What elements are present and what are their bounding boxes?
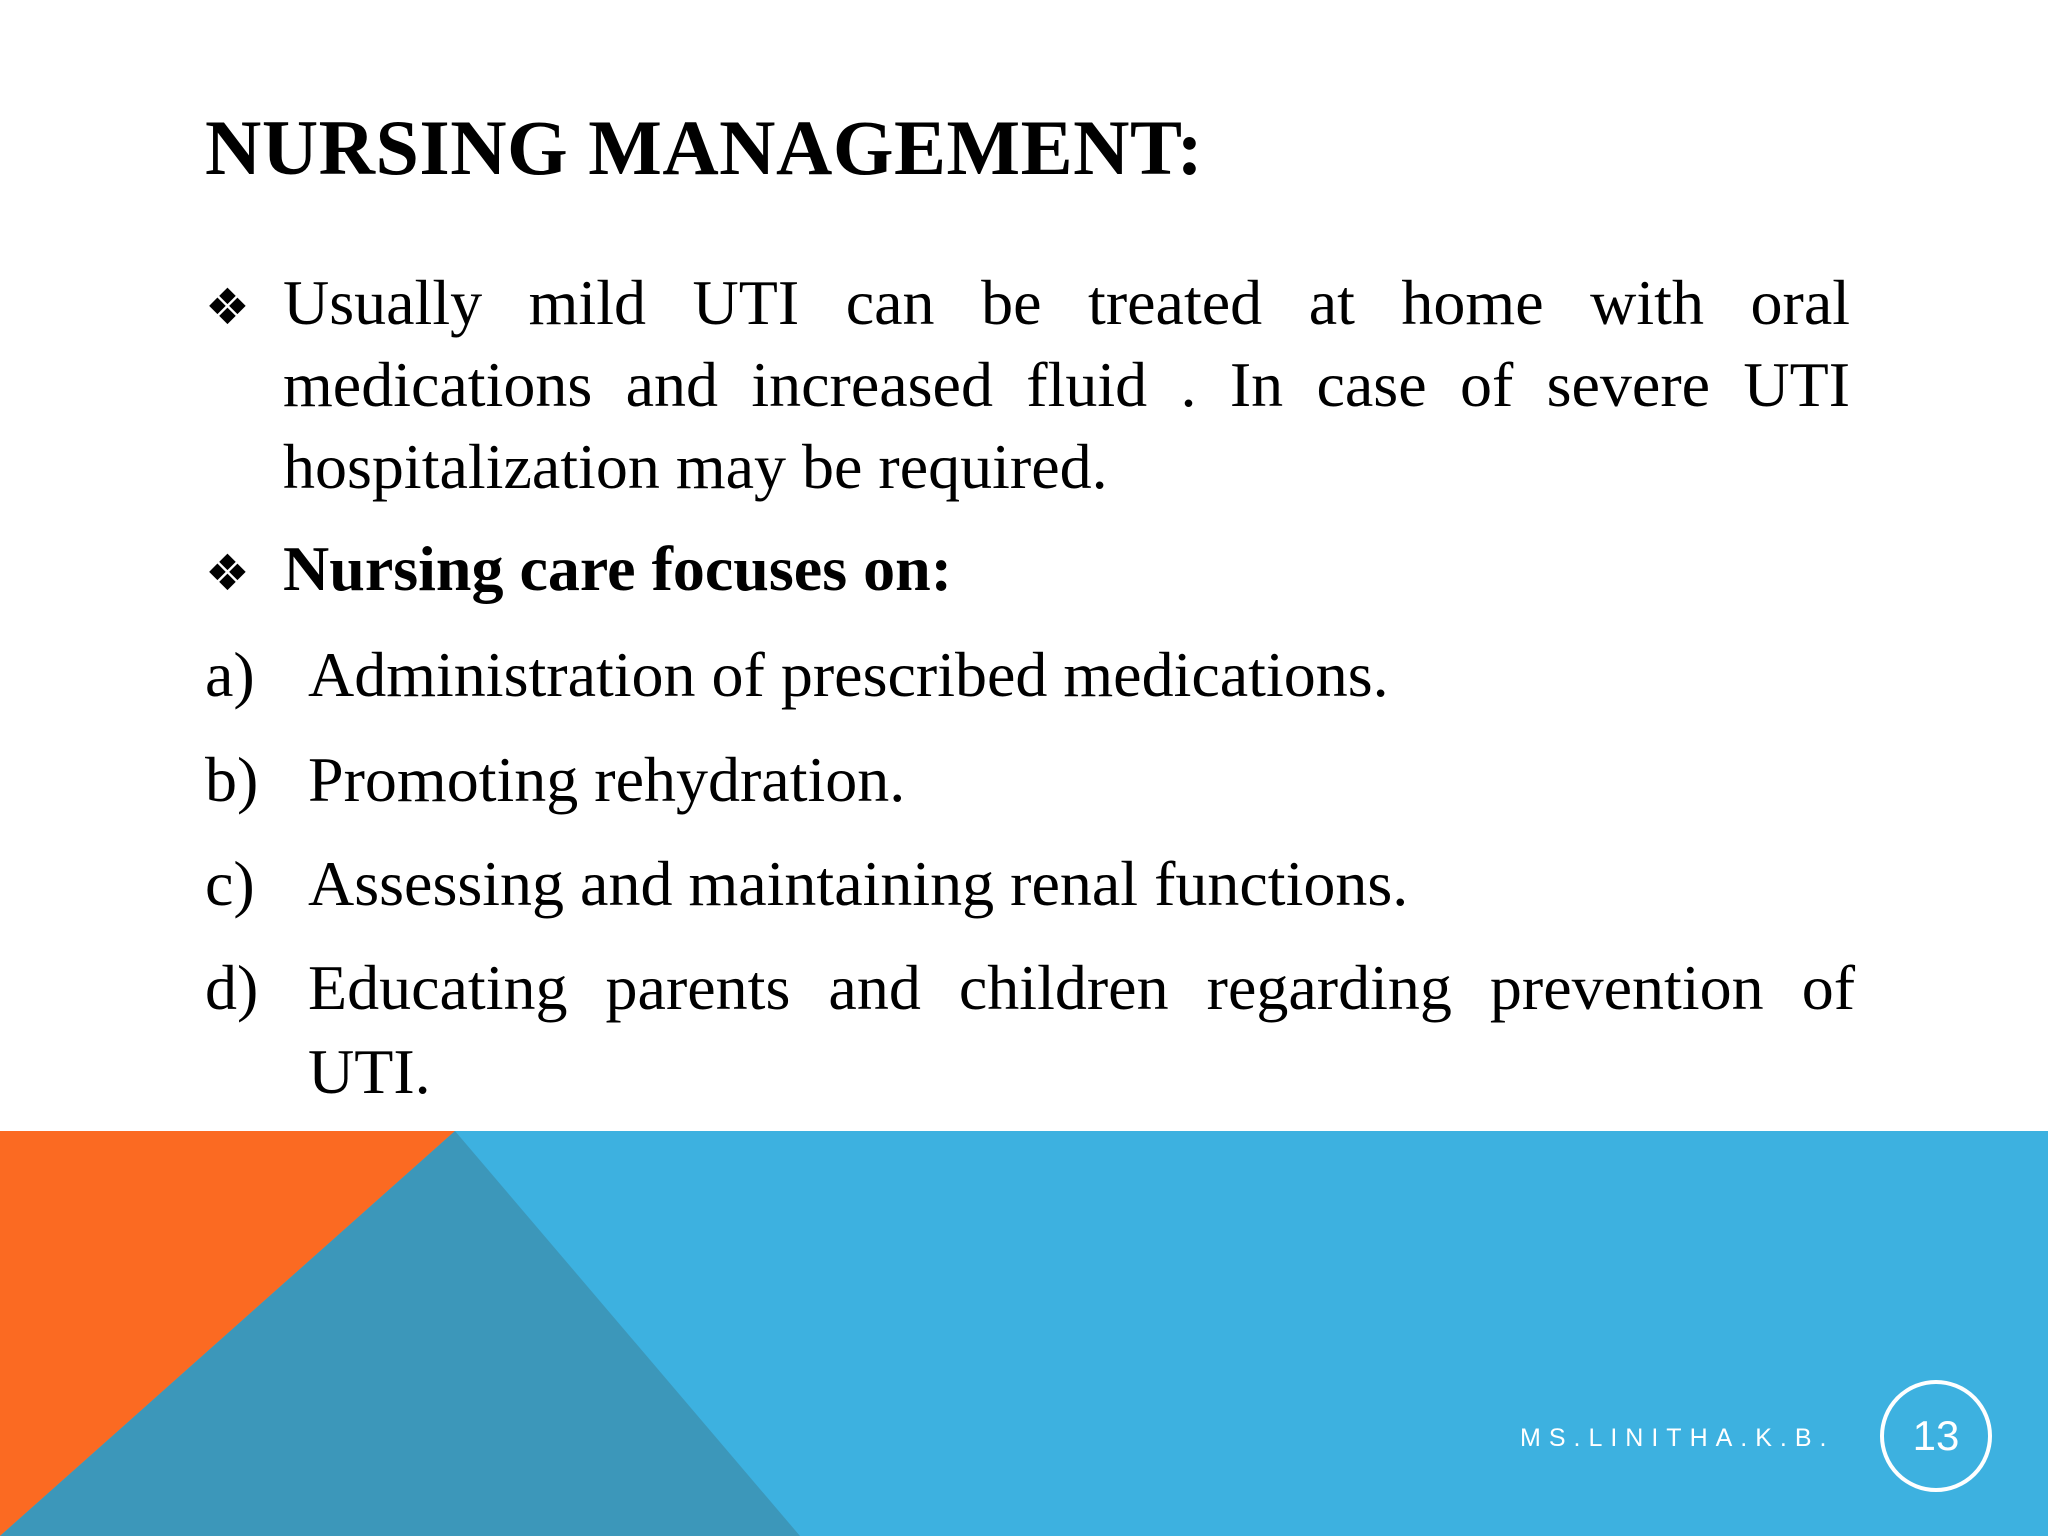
diamond-bullet-icon: ❖ [205, 278, 250, 336]
diamond-bullet-icon: ❖ [205, 544, 250, 602]
bullet-item [205, 528, 1850, 610]
list-item-text: Assessing and maintaining renal functions. [308, 848, 1409, 919]
page-number: 13 [1912, 1412, 1960, 1459]
list-marker: a) [205, 639, 255, 710]
bullet-text: Usually mild UTI can be treated at home with oral medications and increased fluid . In case of severe UTI hospitalization may be required. [283, 267, 1850, 502]
list-item [205, 946, 1855, 1114]
list-marker: b) [205, 744, 259, 815]
list-item [205, 633, 1855, 717]
list-item [205, 738, 1855, 822]
list-item [205, 842, 1855, 926]
list-marker: d) [205, 952, 259, 1023]
decorative-footer-band [0, 1131, 2048, 1536]
footer-author: MS.LINITHA.K.B. [1520, 1424, 1835, 1452]
list-marker: c) [205, 848, 255, 919]
list-item-text: Administration of prescribed medications. [308, 639, 1389, 710]
bullet-text: Nursing care focuses on: [283, 533, 952, 604]
list-item-text: Educating parents and children regarding prevention of UTI. [308, 952, 1855, 1107]
slide-title: NURSING MANAGEMENT: [205, 104, 1204, 191]
page-number-badge [1880, 1380, 1992, 1492]
list-item-text: Promoting rehydration. [308, 744, 906, 815]
bullet-item [205, 262, 1850, 508]
